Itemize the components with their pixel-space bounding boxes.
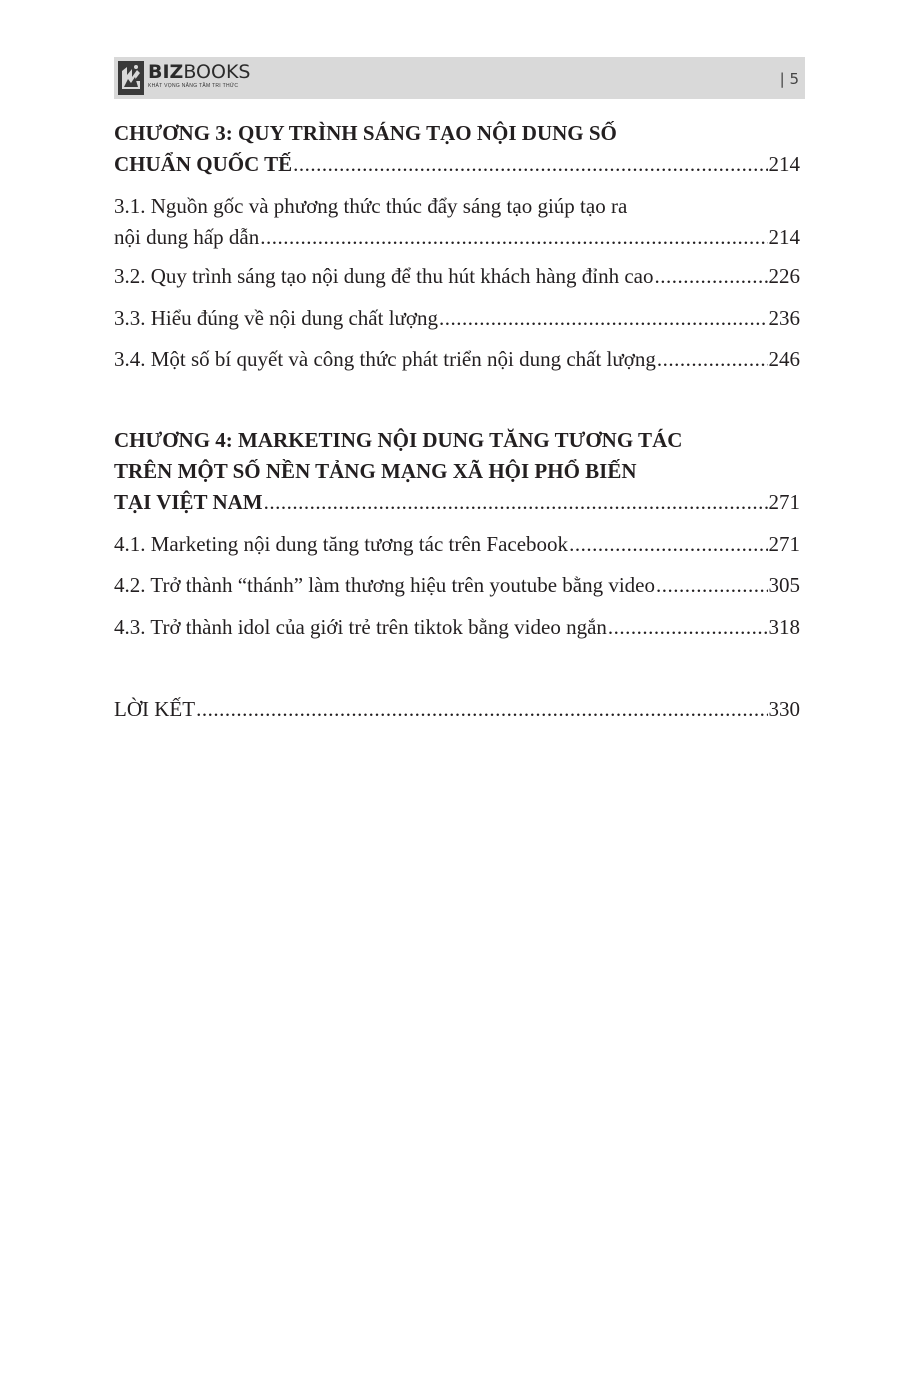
section-3-4-title: 3.4. Một số bí quyết và công thức phát triển nội dung chất lượng xyxy=(114,347,656,371)
logo-thin-text: BOOKS xyxy=(183,61,251,83)
section-3-3-page: 236 xyxy=(768,306,800,330)
bizbooks-logo xyxy=(118,61,250,97)
section-4-2-title: 4.2. Trở thành “thánh” làm thương hiệu trên youtube bằng video xyxy=(114,573,656,597)
section-4-3-page: 318 xyxy=(768,615,800,639)
chapter-4-title-line3: TẠI VIỆT NAM xyxy=(114,490,263,514)
toc-section-4-1 xyxy=(114,529,800,560)
page-header xyxy=(114,57,805,99)
section-4-1-page: 271 xyxy=(768,532,800,556)
section-3-2-title: 3.2. Quy trình sáng tạo nội dung để thu hút khách hàng đỉnh cao xyxy=(114,264,654,288)
leader-dots xyxy=(260,222,767,253)
section-3-4-page: 246 xyxy=(768,347,800,371)
chapter-3-title-line1: CHƯƠNG 3: QUY TRÌNH SÁNG TẠO NỘI DUNG SỐ xyxy=(114,121,617,145)
section-4-2-page: 305 xyxy=(768,573,800,597)
toc-conclusion xyxy=(114,694,800,725)
leader-dots xyxy=(655,261,768,292)
leader-dots xyxy=(656,570,767,601)
chapter-4-title-line1: CHƯƠNG 4: MARKETING NỘI DUNG TĂNG TƯƠNG TÁC xyxy=(114,428,683,452)
logo-bold-text: BIZ xyxy=(148,61,184,83)
logo-tagline: KHÁT VỌNG NÂNG TẦM TRI THỨC xyxy=(148,83,239,89)
section-4-3-title: 4.3. Trở thành idol của giới trẻ trên tiktok bằng video ngắn xyxy=(114,615,607,639)
page-number: | 5 xyxy=(779,70,799,88)
conclusion-page: 330 xyxy=(768,697,800,721)
leader-dots xyxy=(264,487,768,518)
leader-dots xyxy=(196,694,767,725)
toc-section-3-4 xyxy=(114,344,800,375)
bizbooks-emblem-icon xyxy=(118,61,144,95)
toc-chapter-3 xyxy=(114,118,800,180)
chapter-3-title-line2: CHUẨN QUỐC TẾ xyxy=(114,152,293,176)
chapter-4-page: 271 xyxy=(768,490,800,514)
section-4-1-title: 4.1. Marketing nội dung tăng tương tác trên Facebook xyxy=(114,532,569,556)
toc-section-4-2 xyxy=(114,570,800,601)
toc-section-3-1 xyxy=(114,191,800,253)
conclusion-title: LỜI KẾT xyxy=(114,697,196,721)
section-3-1-line1: 3.1. Nguồn gốc và phương thức thúc đẩy sáng tạo giúp tạo ra xyxy=(114,194,628,218)
leader-dots xyxy=(293,149,767,180)
section-3-1-page: 214 xyxy=(768,225,800,249)
section-3-1-line2: nội dung hấp dẫn xyxy=(114,225,260,249)
section-3-3-title: 3.3. Hiểu đúng về nội dung chất lượng xyxy=(114,306,439,330)
chapter-4-title-line2: TRÊN MỘT SỐ NỀN TẢNG MẠNG XÃ HỘI PHỔ BIẾN xyxy=(114,459,637,483)
toc-chapter-4 xyxy=(114,425,800,518)
leader-dots xyxy=(569,529,767,560)
leader-dots xyxy=(657,344,768,375)
leader-dots xyxy=(608,612,768,643)
leader-dots xyxy=(439,303,767,334)
chapter-3-page: 214 xyxy=(768,152,800,176)
toc-section-3-2 xyxy=(114,261,800,292)
toc-section-3-3 xyxy=(114,303,800,334)
section-3-2-page: 226 xyxy=(768,264,800,288)
toc-section-4-3 xyxy=(114,612,800,643)
